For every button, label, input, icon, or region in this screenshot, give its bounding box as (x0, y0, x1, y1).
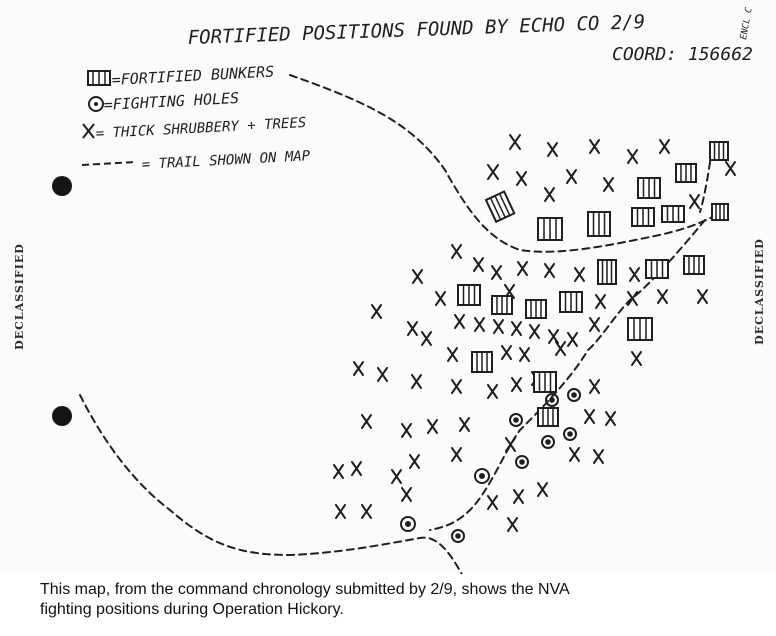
shrub-marker (556, 342, 565, 355)
shrub-marker (508, 518, 517, 531)
shrub-marker (630, 268, 639, 281)
shrub-marker (452, 448, 461, 461)
shrub-marker (488, 165, 498, 179)
declassified-stamp-right: DECLASSIFIED (752, 238, 766, 345)
shrub-marker (628, 150, 637, 163)
coordinate-label: COORD: 156662 (612, 44, 753, 65)
shrub-marker (352, 462, 361, 475)
shrub-marker (475, 318, 484, 331)
shrub-marker (362, 415, 371, 428)
fighting-hole-marker (475, 469, 489, 483)
shrub-marker (402, 424, 411, 437)
shrub-marker (422, 332, 431, 345)
shrub-marker (632, 352, 641, 365)
fighting-hole-marker (542, 436, 554, 448)
bunker-marker (638, 178, 660, 198)
shrub-marker (590, 140, 599, 153)
shrub-marker (448, 348, 457, 361)
legend-shrub-text: = THICK SHRUBBERY + TREES (95, 114, 307, 142)
bunker-marker (526, 300, 546, 318)
shrub-marker (545, 188, 554, 201)
legend-trail-text: = TRAIL SHOWN ON MAP (141, 148, 311, 173)
bunker-marker (712, 204, 728, 220)
bunker-marker (588, 212, 610, 236)
shrub-marker (604, 178, 613, 191)
shrub-icon (83, 124, 94, 138)
shrub-marker (518, 262, 527, 275)
shrub-marker (549, 330, 558, 343)
bunker-marker (560, 292, 582, 312)
shrub-marker (413, 270, 422, 283)
bunker-marker (538, 408, 558, 426)
binder-hole-bottom (52, 406, 72, 426)
shrub-marker (594, 450, 603, 463)
fighting-hole-marker (568, 389, 580, 401)
fighting-hole-marker (452, 530, 464, 542)
shrub-marker (334, 465, 343, 478)
shrub-marker (436, 292, 445, 305)
shrub-marker (506, 438, 515, 451)
shrub-marker (517, 172, 526, 185)
shrub-marker (408, 322, 417, 335)
bunker-marker (458, 285, 480, 305)
shrub-marker (590, 380, 599, 393)
shrub-marker (372, 305, 381, 318)
trail-icon (82, 162, 135, 165)
bunker-marker (534, 372, 556, 392)
shrub-marker (410, 455, 419, 468)
shrub-marker (452, 380, 461, 393)
shrub-marker (402, 488, 411, 501)
shrub-marker (545, 264, 554, 277)
corner-mark: ENCL C (739, 6, 755, 41)
bunker-marker (598, 260, 616, 284)
map-legend (82, 63, 311, 173)
shrub-marker (512, 378, 521, 391)
shrub-marker (538, 483, 547, 496)
shrub-marker (354, 362, 363, 375)
shrub-marker (575, 268, 584, 281)
shrub-marker (567, 170, 576, 183)
shrub-marker (596, 295, 605, 308)
bunker-marker (662, 206, 684, 222)
shrub-marker (488, 496, 497, 509)
shrub-marker (514, 490, 523, 503)
shrub-marker (494, 320, 503, 333)
shrub-marker (460, 418, 469, 431)
caption-line-2: fighting positions during Operation Hickory. (40, 601, 344, 618)
shrub-marker (570, 448, 579, 461)
legend-bunker-text: =FORTIFIED BUNKERS (111, 62, 275, 89)
fighting-hole-marker (510, 414, 522, 426)
shrub-marker (336, 505, 345, 518)
shrub-marker (492, 266, 501, 279)
shrub-marker (628, 292, 637, 305)
shrub-marker (690, 195, 699, 208)
shrub-marker (512, 322, 521, 335)
shrub-marker (698, 290, 707, 303)
declassified-stamp-left: DECLASSIFIED (12, 243, 26, 350)
bunker-marker (710, 142, 728, 160)
shrub-marker (488, 385, 497, 398)
bunker-icon (88, 71, 110, 85)
fighting-hole-icon (89, 97, 103, 111)
shrub-marker (590, 318, 599, 331)
trail-lines (80, 75, 718, 590)
shrub-marker (502, 346, 511, 359)
shrub-marker (428, 420, 437, 433)
map-title: FORTIFIED POSITIONS FOUND BY ECHO CO 2/9 (187, 11, 646, 49)
bunker-marker (492, 296, 512, 314)
fighting-hole-marker (564, 428, 576, 440)
bunker-marker (646, 260, 668, 278)
bunker-marker (684, 256, 704, 274)
bunker-marker (538, 218, 562, 240)
caption-line-1: This map, from the command chronology submitted by 2/9, shows the NVA (40, 581, 570, 598)
bunker-marker (486, 192, 514, 222)
shrub-marker (585, 410, 594, 423)
binder-hole-top (52, 176, 72, 196)
shrub-marker (474, 258, 483, 271)
shrub-marker (548, 143, 557, 156)
bunker-marker (628, 318, 652, 340)
shrub-marker (660, 140, 669, 153)
shrub-marker (520, 348, 529, 361)
shrub-marker (606, 412, 615, 425)
legend-hole-text: =FIGHTING HOLES (103, 88, 240, 114)
shrub-marker (455, 315, 464, 328)
shrub-marker (452, 245, 461, 258)
shrub-marker (412, 375, 421, 388)
shrub-marker (392, 470, 401, 483)
shrub-marker (658, 290, 667, 303)
shrub-marker (510, 135, 520, 149)
bunker-marker (472, 352, 492, 372)
photo-caption (0, 574, 776, 636)
bunker-marker (676, 164, 696, 182)
shrub-marker (530, 325, 539, 338)
shrub-markers (334, 135, 735, 531)
shrub-marker (362, 505, 371, 518)
shrub-marker (568, 333, 577, 346)
fighting-hole-marker (516, 456, 528, 468)
shrub-marker (378, 368, 387, 381)
fighting-hole-marker (401, 517, 415, 531)
bunker-marker (632, 208, 654, 226)
shrub-marker (726, 162, 735, 175)
